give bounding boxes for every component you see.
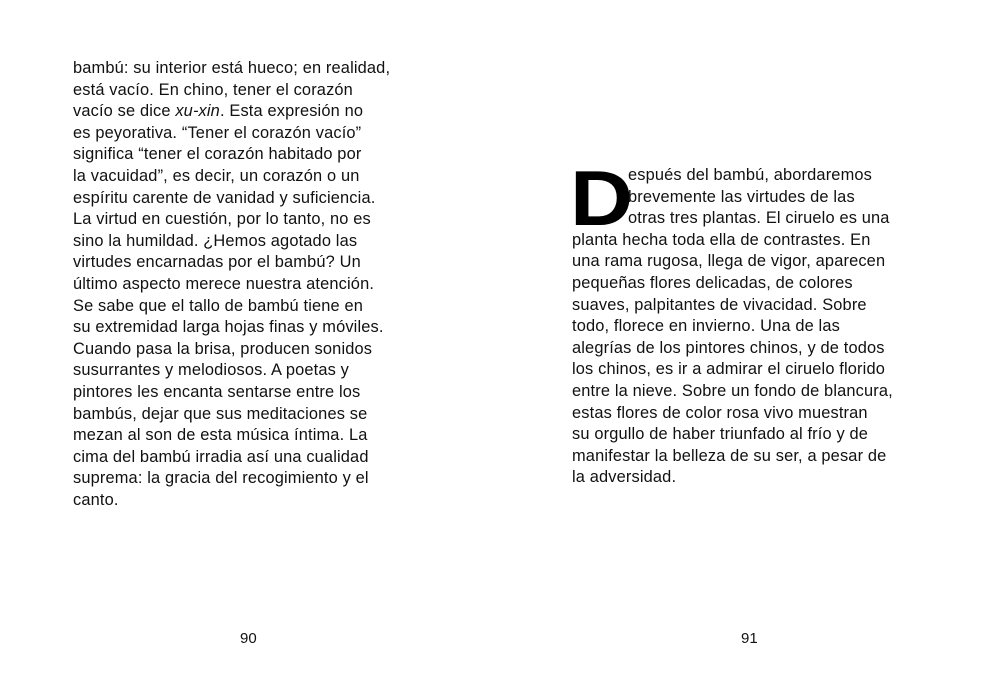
text-line: sino la humildad. ¿Hemos agotado las (73, 231, 358, 250)
text-line: último aspecto merece nuestra atención. (73, 274, 375, 293)
text-line: cima del bambú irradia así una cualidad (73, 447, 369, 466)
text-line: significa “tener el corazón habitado por (73, 145, 362, 164)
text-line: susurrantes y melodiosos. A poetas y (73, 361, 349, 380)
right-page (500, 0, 1000, 678)
text-line (73, 101, 433, 123)
text-line: alegrías de los pintores chinos, y de todos (572, 338, 885, 357)
text-line: bambús, dejar que sus meditaciones se (73, 404, 368, 423)
text-line: es peyorativa. “Tener el corazón vacío” (73, 123, 362, 142)
text-line: todo, florece en invierno. Una de las (572, 317, 840, 336)
text-line: otras tres plantas. El ciruelo es una (628, 209, 890, 228)
text-segment: vacío se dice (73, 102, 176, 121)
text-line: una rama rugosa, llega de vigor, aparecen (572, 252, 886, 271)
text-line: la vacuidad”, es decir, un corazón o un (73, 166, 360, 185)
text-line: virtudes encarnadas por el bambú? Un (73, 253, 361, 272)
text-line: La virtud en cuestión, por lo tanto, no es (73, 210, 371, 229)
page-number-left: 90 (240, 630, 257, 647)
text-line: espués del bambú, abordaremos (628, 166, 872, 184)
text-line: suprema: la gracia del recogimiento y el (73, 469, 369, 488)
text-line: bambú: su interior está hueco; en realidad, (73, 59, 391, 77)
text-line: pequeñas flores delicadas, de colores (572, 273, 853, 292)
text-line: entre la nieve. Sobre un fondo de blancura, (572, 381, 893, 400)
text-segment: . Esta expresión no (219, 102, 364, 121)
text-line: manifestar la belleza de su ser, a pesar de (572, 446, 887, 465)
text-line: pintores les encanta sentarse entre los (73, 382, 361, 401)
text-line: su orgullo de haber triunfado al frío y de (572, 425, 869, 444)
text-line: está vacío. En chino, tener el corazón (73, 80, 353, 99)
text-line: Se sabe que el tallo de bambú tiene en (73, 296, 364, 315)
text-line: planta hecha toda ella de contrastes. En (572, 230, 871, 249)
text-line: espíritu carente de vanidad y suficiencia. (73, 188, 376, 207)
text-line: canto. (73, 490, 119, 509)
text-line: brevemente las virtudes de las (628, 187, 855, 206)
right-page-body (570, 154, 932, 489)
text-line: Cuando pasa la brisa, producen sonidos (73, 339, 373, 358)
text-line: su extremidad larga hojas finas y móviles. (73, 318, 384, 337)
italic-term: xu-xin (175, 102, 220, 121)
page-number-right: 91 (741, 630, 758, 647)
text-line: los chinos, es ir a admirar el ciruelo florido (572, 360, 885, 379)
text-line: suaves, palpitantes de vivacidad. Sobre (572, 295, 867, 314)
text-line: estas flores de color rosa vivo muestran (572, 403, 868, 422)
left-page-body (73, 58, 433, 511)
drop-cap: D (570, 154, 631, 242)
text-line: la adversidad. (572, 468, 677, 487)
text-line: mezan al son de esta música íntima. La (73, 426, 368, 445)
